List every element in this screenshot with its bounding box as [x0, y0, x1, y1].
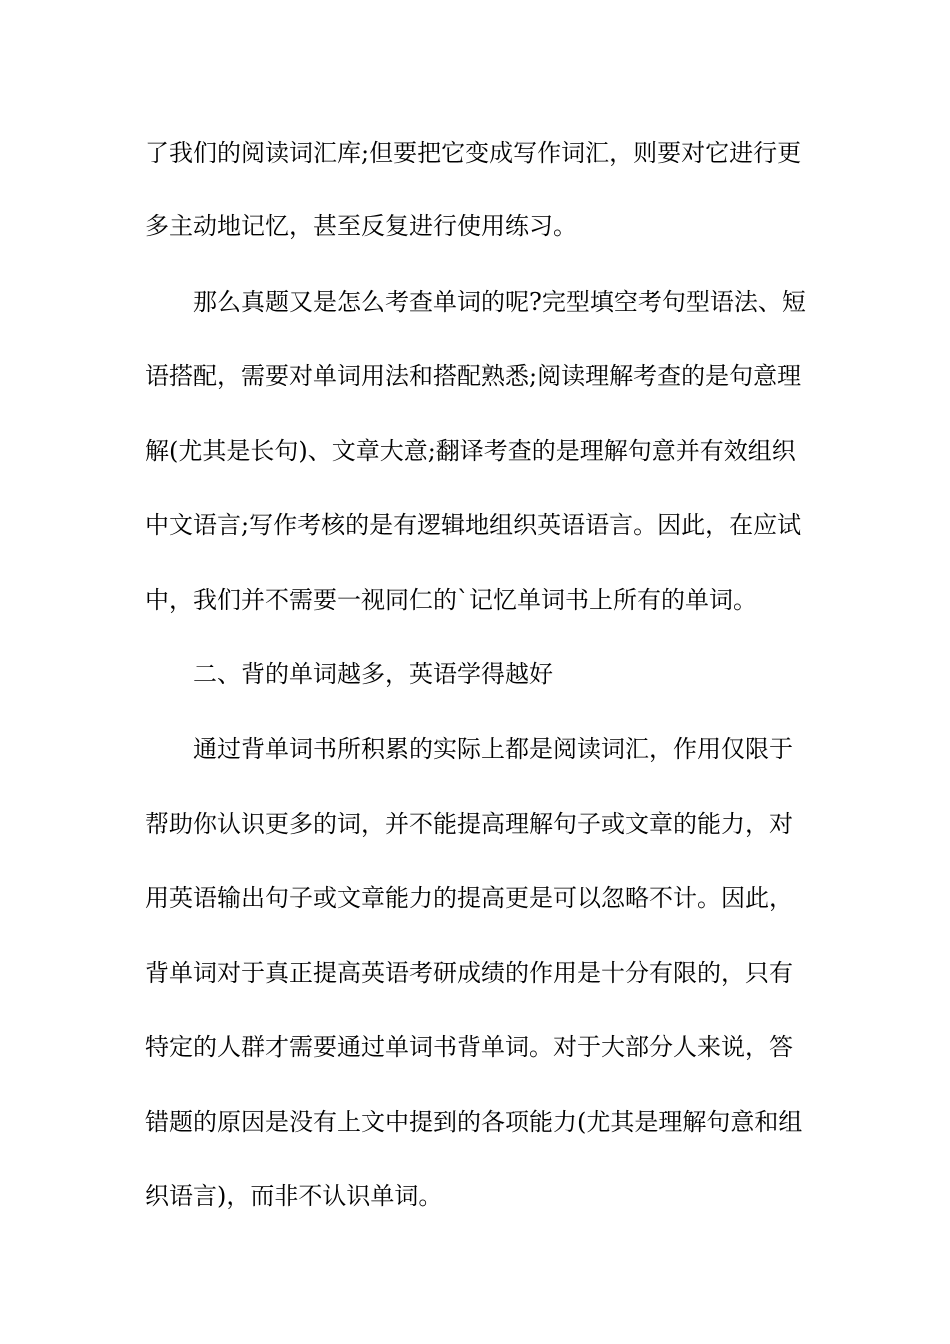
paragraph-start-line: 通过背单词书所积累的实际上都是阅读词汇，作用仅限于	[193, 735, 793, 763]
text-line: 了我们的阅读词汇库;但要把它变成写作词汇，则要对它进行更	[145, 139, 802, 167]
text-line: 中文语言;写作考核的是有逻辑地组织英语语言。因此，在应试	[145, 511, 802, 539]
text-line: 背单词对于真正提高英语考研成绩的作用是十分有限的，只有	[145, 959, 793, 987]
text-line: 织语言)，而非不认识单词。	[145, 1182, 443, 1210]
text-line: 用英语输出句子或文章能力的提高更是可以忽略不计。因此，	[145, 884, 793, 912]
text-line: 帮助你认识更多的词，并不能提高理解句子或文章的能力，对	[145, 810, 793, 838]
text-line: 语搭配，需要对单词用法和搭配熟悉;阅读理解考查的是句意理	[145, 362, 802, 390]
text-line: 解(尤其是长句)、文章大意;翻译考查的是理解句意并有效组织	[145, 437, 796, 465]
section-heading: 二、背的单词越多，英语学得越好	[193, 660, 553, 688]
text-line: 中，我们并不需要一视同仁的`记忆单词书上所有的单词。	[145, 586, 757, 614]
text-line: 特定的人群才需要通过单词书背单词。对于大部分人来说，答	[145, 1033, 793, 1061]
text-line: 错题的原因是没有上文中提到的各项能力(尤其是理解句意和组	[145, 1108, 803, 1136]
paragraph-start-line: 那么真题又是怎么考查单词的呢?完型填空考句型语法、短	[193, 288, 806, 316]
text-line: 多主动地记忆，甚至反复进行使用练习。	[145, 212, 577, 240]
